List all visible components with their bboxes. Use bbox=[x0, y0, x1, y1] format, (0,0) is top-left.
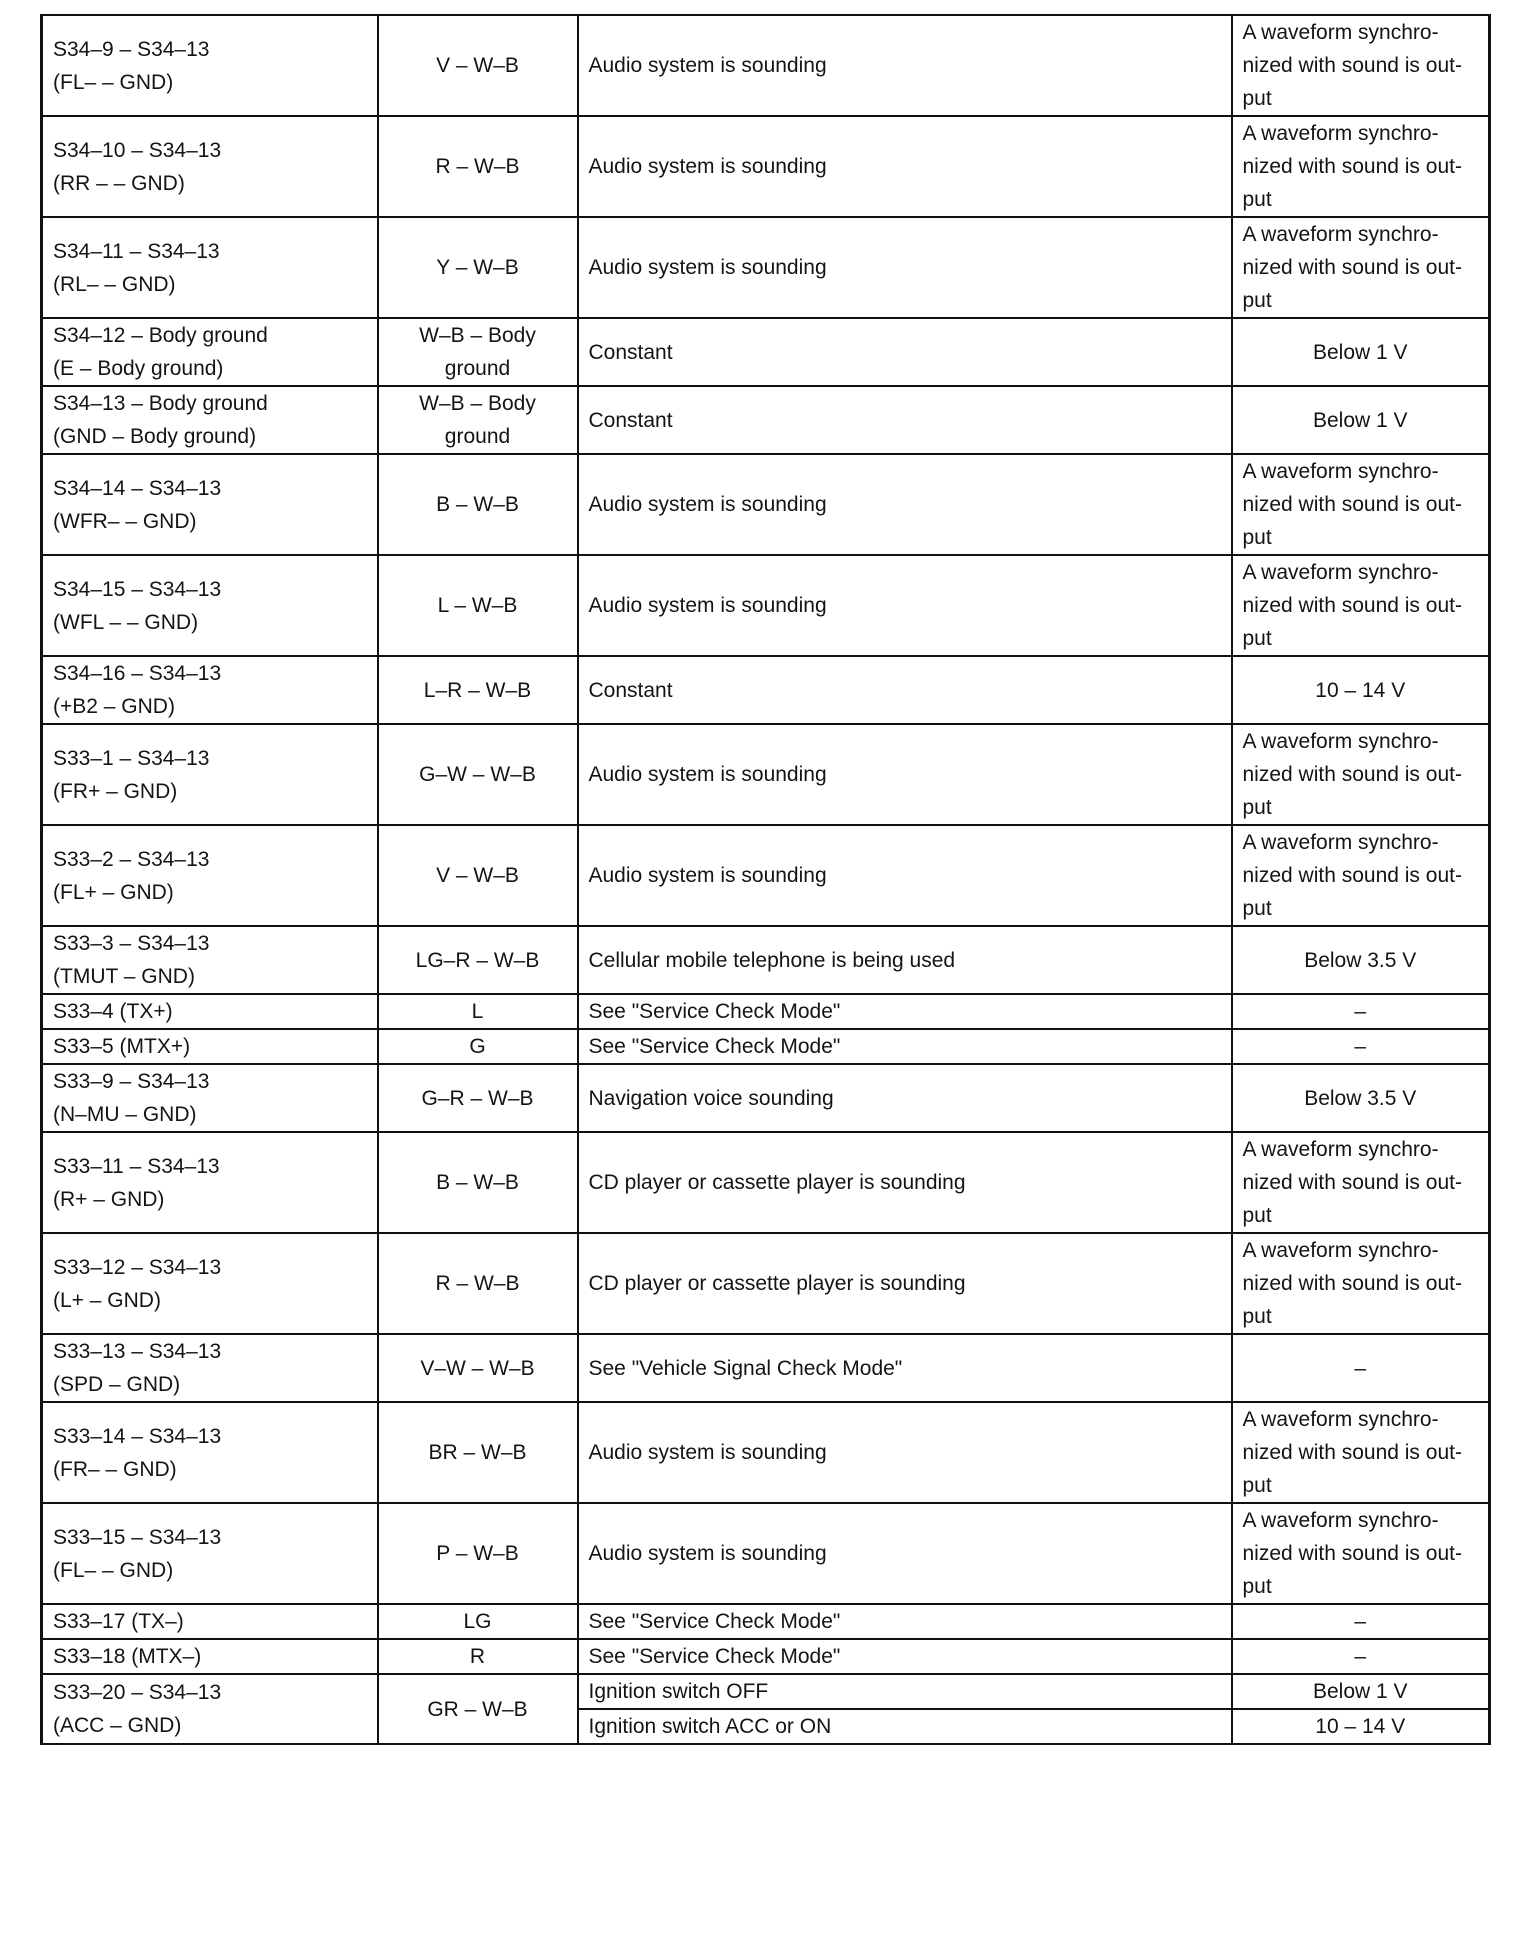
table-row bbox=[42, 994, 1490, 1029]
specified-condition-cell: – bbox=[1232, 994, 1490, 1029]
terminal-pins: S33–4 (TX+) bbox=[53, 1000, 173, 1023]
wiring-color-cell: B – W–B bbox=[378, 454, 578, 555]
specified-condition-cell: A waveform synchro-nized with sound is out-put bbox=[1232, 116, 1490, 217]
terminal-pins: S33–1 – S34–13 bbox=[53, 746, 210, 770]
wiring-color-cell: GR – W–B bbox=[378, 1674, 578, 1744]
specified-condition-cell: A waveform synchro-nized with sound is out-put bbox=[1232, 1402, 1490, 1503]
wiring-color-cell: R – W–B bbox=[378, 116, 578, 217]
condition-cell: Cellular mobile telephone is being used bbox=[578, 926, 1232, 994]
specified-condition-cell: Below 1 V bbox=[1232, 1674, 1490, 1709]
terminal-pins: S33–2 – S34–13 bbox=[53, 847, 210, 871]
terminal-symbol: (WFR– – GND) bbox=[53, 509, 197, 533]
terminal-pins: S34–15 – S34–13 bbox=[53, 577, 222, 601]
terminal-pins: S34–16 – S34–13 bbox=[53, 662, 222, 685]
specified-condition-cell: A waveform synchro-nized with sound is out-put bbox=[1232, 825, 1490, 926]
condition-cell: Ignition switch OFF bbox=[578, 1674, 1232, 1709]
specified-condition-cell: A waveform synchro-nized with sound is out-put bbox=[1232, 724, 1490, 825]
terminal-cell bbox=[42, 1674, 378, 1744]
terminal-cell bbox=[42, 1233, 378, 1334]
condition-cell: Audio system is sounding bbox=[578, 15, 1232, 116]
table-row bbox=[42, 656, 1490, 724]
terminal-symbol: (SPD – GND) bbox=[53, 1373, 181, 1396]
condition-cell: Constant bbox=[578, 386, 1232, 454]
terminal-cell bbox=[42, 116, 378, 217]
wiring-color-cell: R – W–B bbox=[378, 1233, 578, 1334]
condition-cell: Audio system is sounding bbox=[578, 454, 1232, 555]
table-row bbox=[42, 1639, 1490, 1674]
condition-cell: Audio system is sounding bbox=[578, 217, 1232, 318]
terminal-cell bbox=[42, 386, 378, 454]
wiring-color-cell: LG–R – W–B bbox=[378, 926, 578, 994]
terminal-cell bbox=[42, 1132, 378, 1233]
specified-condition-cell: 10 – 14 V bbox=[1232, 656, 1490, 724]
terminal-pins: S33–12 – S34–13 bbox=[53, 1255, 222, 1279]
terminal-spec-table bbox=[40, 14, 1491, 1745]
condition-cell: Audio system is sounding bbox=[578, 116, 1232, 217]
terminal-pins: S33–13 – S34–13 bbox=[53, 1340, 222, 1363]
terminal-pins: S34–11 – S34–13 bbox=[53, 239, 220, 263]
table-row bbox=[42, 386, 1490, 454]
wiring-color-cell: B – W–B bbox=[378, 1132, 578, 1233]
wiring-color-cell: G–W – W–B bbox=[378, 724, 578, 825]
condition-cell: Audio system is sounding bbox=[578, 825, 1232, 926]
terminal-cell bbox=[42, 15, 378, 116]
condition-cell: Audio system is sounding bbox=[578, 724, 1232, 825]
condition-cell: See "Service Check Mode" bbox=[578, 1639, 1232, 1674]
terminal-symbol: (FR– – GND) bbox=[53, 1457, 177, 1481]
condition-cell: CD player or cassette player is sounding bbox=[578, 1132, 1232, 1233]
terminal-cell bbox=[42, 318, 378, 386]
terminal-symbol: (RL– – GND) bbox=[53, 272, 176, 296]
condition-cell: Audio system is sounding bbox=[578, 1402, 1232, 1503]
condition-cell: See "Service Check Mode" bbox=[578, 1604, 1232, 1639]
terminal-pins: S34–12 – Body ground bbox=[53, 324, 268, 347]
specified-condition-cell: A waveform synchro-nized with sound is out-put bbox=[1232, 217, 1490, 318]
table-row bbox=[42, 724, 1490, 825]
specified-condition-cell: A waveform synchro-nized with sound is out-put bbox=[1232, 1132, 1490, 1233]
wiring-color-cell: V–W – W–B bbox=[378, 1334, 578, 1402]
specified-condition-cell: A waveform synchro-nized with sound is out-put bbox=[1232, 1503, 1490, 1604]
specified-condition-cell: A waveform synchro-nized with sound is out-put bbox=[1232, 15, 1490, 116]
table-row bbox=[42, 825, 1490, 926]
condition-cell: Audio system is sounding bbox=[578, 555, 1232, 656]
terminal-symbol: (FL– – GND) bbox=[53, 70, 174, 94]
terminal-pins: S33–20 – S34–13 bbox=[53, 1681, 222, 1704]
table-row bbox=[42, 116, 1490, 217]
terminal-pins: S33–14 – S34–13 bbox=[53, 1424, 222, 1448]
terminal-symbol: (R+ – GND) bbox=[53, 1187, 165, 1211]
specified-condition-cell: Below 1 V bbox=[1232, 318, 1490, 386]
table-row bbox=[42, 1604, 1490, 1639]
terminal-cell bbox=[42, 1402, 378, 1503]
table-row bbox=[42, 555, 1490, 656]
terminal-pins: S33–18 (MTX–) bbox=[53, 1645, 202, 1668]
table-row bbox=[42, 1503, 1490, 1604]
terminal-cell bbox=[42, 926, 378, 994]
wiring-color-cell: P – W–B bbox=[378, 1503, 578, 1604]
terminal-symbol: (+B2 – GND) bbox=[53, 695, 175, 718]
condition-cell: Ignition switch ACC or ON bbox=[578, 1709, 1232, 1744]
terminal-cell bbox=[42, 724, 378, 825]
terminal-pins: S33–11 – S34–13 bbox=[53, 1154, 220, 1178]
table-row bbox=[42, 1334, 1490, 1402]
wiring-color-cell: Y – W–B bbox=[378, 217, 578, 318]
table-row bbox=[42, 1674, 1490, 1709]
table-row bbox=[42, 318, 1490, 386]
terminal-cell bbox=[42, 1334, 378, 1402]
terminal-cell bbox=[42, 555, 378, 656]
specified-condition-cell: – bbox=[1232, 1639, 1490, 1674]
condition-cell: Audio system is sounding bbox=[578, 1503, 1232, 1604]
specified-condition-cell: A waveform synchro-nized with sound is out-put bbox=[1232, 555, 1490, 656]
terminal-cell bbox=[42, 825, 378, 926]
wiring-color-cell: L bbox=[378, 994, 578, 1029]
terminal-symbol: (N–MU – GND) bbox=[53, 1103, 197, 1126]
table-row bbox=[42, 15, 1490, 116]
condition-cell: See "Service Check Mode" bbox=[578, 994, 1232, 1029]
condition-cell: Constant bbox=[578, 656, 1232, 724]
specified-condition-cell: A waveform synchro-nized with sound is out-put bbox=[1232, 1233, 1490, 1334]
table-row bbox=[42, 1132, 1490, 1233]
wiring-color-cell: L–R – W–B bbox=[378, 656, 578, 724]
specified-condition-cell: Below 1 V bbox=[1232, 386, 1490, 454]
table-row bbox=[42, 1402, 1490, 1503]
terminal-symbol: (WFL – – GND) bbox=[53, 610, 199, 634]
wiring-color-cell: R bbox=[378, 1639, 578, 1674]
terminal-cell bbox=[42, 454, 378, 555]
terminal-pins: S34–13 – Body ground bbox=[53, 392, 268, 415]
terminal-pins: S34–9 – S34–13 bbox=[53, 37, 210, 61]
spec-page bbox=[40, 14, 1488, 1745]
table-row bbox=[42, 1064, 1490, 1132]
terminal-cell bbox=[42, 1029, 378, 1064]
specified-condition-cell: A waveform synchro-nized with sound is out-put bbox=[1232, 454, 1490, 555]
terminal-cell bbox=[42, 1604, 378, 1639]
terminal-symbol: (FR+ – GND) bbox=[53, 779, 178, 803]
condition-cell: Constant bbox=[578, 318, 1232, 386]
terminal-pins: S33–15 – S34–13 bbox=[53, 1525, 222, 1549]
terminal-pins: S33–5 (MTX+) bbox=[53, 1035, 191, 1058]
terminal-cell bbox=[42, 656, 378, 724]
terminal-symbol: (GND – Body ground) bbox=[53, 425, 257, 448]
table-row bbox=[42, 217, 1490, 318]
wiring-color-cell: G–R – W–B bbox=[378, 1064, 578, 1132]
wiring-color-cell: V – W–B bbox=[378, 15, 578, 116]
condition-cell: Navigation voice sounding bbox=[578, 1064, 1232, 1132]
wiring-color-cell: V – W–B bbox=[378, 825, 578, 926]
specified-condition-cell: – bbox=[1232, 1334, 1490, 1402]
terminal-symbol: (TMUT – GND) bbox=[53, 965, 195, 988]
wiring-color-cell: W–B – Body ground bbox=[378, 386, 578, 454]
table-row bbox=[42, 926, 1490, 994]
terminal-pins: S33–9 – S34–13 bbox=[53, 1070, 210, 1093]
terminal-symbol: (L+ – GND) bbox=[53, 1288, 161, 1312]
terminal-symbol: (FL– – GND) bbox=[53, 1558, 174, 1582]
specified-condition-cell: – bbox=[1232, 1604, 1490, 1639]
wiring-color-cell: LG bbox=[378, 1604, 578, 1639]
table-row bbox=[42, 454, 1490, 555]
specified-condition-cell: – bbox=[1232, 1029, 1490, 1064]
condition-cell: CD player or cassette player is sounding bbox=[578, 1233, 1232, 1334]
terminal-pins: S34–10 – S34–13 bbox=[53, 138, 222, 162]
wiring-color-cell: BR – W–B bbox=[378, 1402, 578, 1503]
terminal-symbol: (E – Body ground) bbox=[53, 357, 224, 380]
terminal-pins: S34–14 – S34–13 bbox=[53, 476, 222, 500]
terminal-pins: S33–3 – S34–13 bbox=[53, 932, 210, 955]
condition-cell: See "Service Check Mode" bbox=[578, 1029, 1232, 1064]
terminal-cell bbox=[42, 1503, 378, 1604]
table-row bbox=[42, 1029, 1490, 1064]
terminal-spec-body bbox=[42, 15, 1490, 1744]
condition-cell: See "Vehicle Signal Check Mode" bbox=[578, 1334, 1232, 1402]
specified-condition-cell: Below 3.5 V bbox=[1232, 1064, 1490, 1132]
table-row bbox=[42, 1233, 1490, 1334]
terminal-cell bbox=[42, 1064, 378, 1132]
terminal-symbol: (RR – – GND) bbox=[53, 171, 185, 195]
specified-condition-cell: 10 – 14 V bbox=[1232, 1709, 1490, 1744]
terminal-cell bbox=[42, 994, 378, 1029]
terminal-symbol: (FL+ – GND) bbox=[53, 880, 174, 904]
terminal-pins: S33–17 (TX–) bbox=[53, 1610, 184, 1633]
wiring-color-cell: G bbox=[378, 1029, 578, 1064]
terminal-cell bbox=[42, 217, 378, 318]
terminal-cell bbox=[42, 1639, 378, 1674]
terminal-symbol: (ACC – GND) bbox=[53, 1714, 182, 1737]
wiring-color-cell: W–B – Body ground bbox=[378, 318, 578, 386]
specified-condition-cell: Below 3.5 V bbox=[1232, 926, 1490, 994]
wiring-color-cell: L – W–B bbox=[378, 555, 578, 656]
